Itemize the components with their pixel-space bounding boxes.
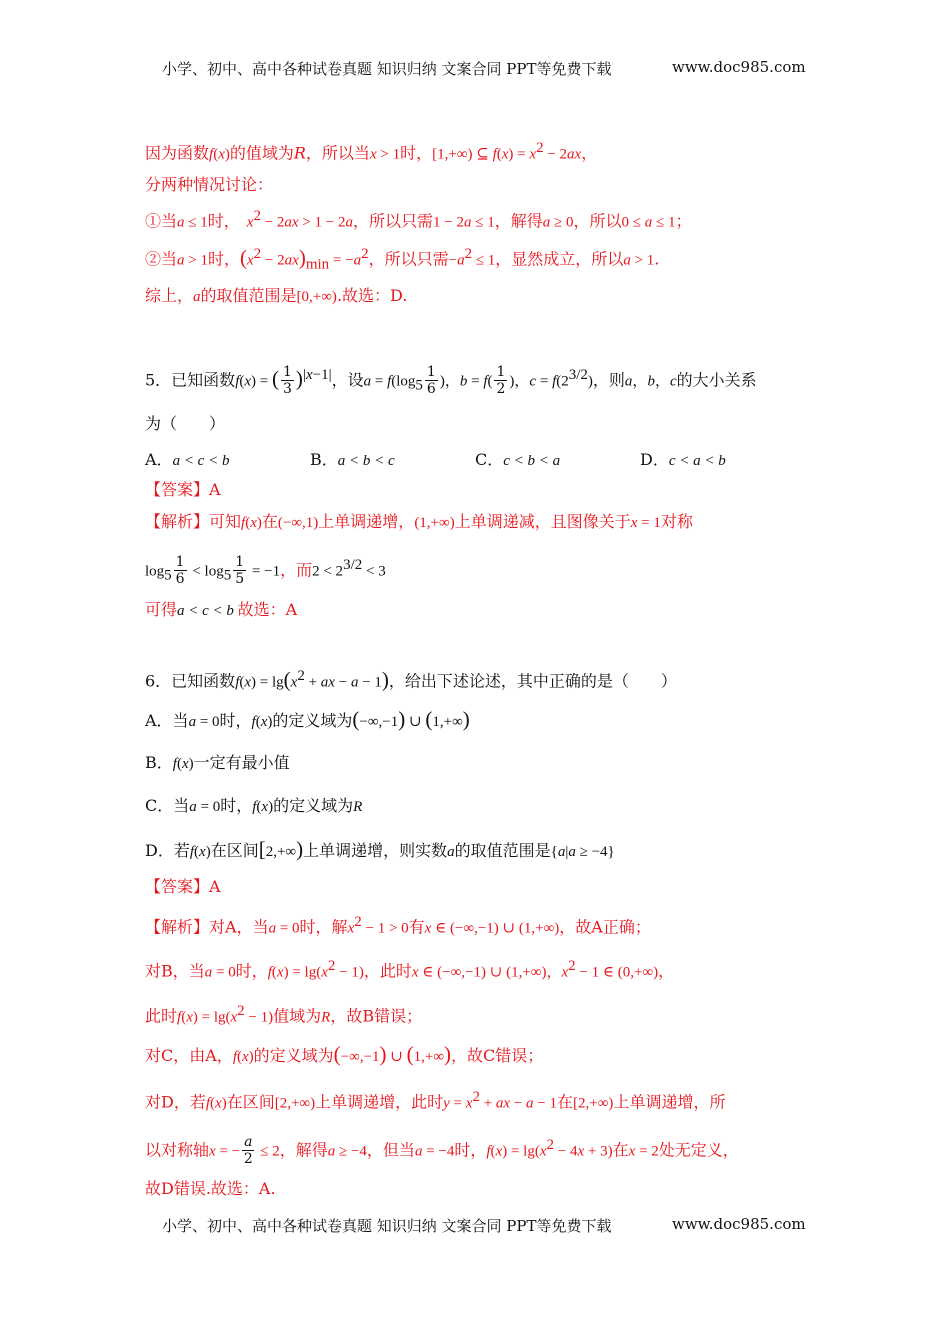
- q6-analysis-2: 对B，当a = 0时，$f(x) = \lg(x^2 - 1)$，此时x ∈ (−∞,−1) ∪ (1,+∞)，$x^2 - 1$ ∈ (0,+∞)，: [145, 958, 675, 981]
- q5-option-d[interactable]: D．c < a < b: [640, 450, 726, 469]
- prev-line-3: ①当a ≤ 1时， $x^2 - 2ax > 1 - 2a$，所以只需1 − 2a ≤ 1，解得a ≥ 0，所以0 ≤ a ≤ 1；: [145, 208, 692, 231]
- page-footer: [162, 1215, 806, 1236]
- q5-analysis-1: 【解析】可知f(x)在(−∞,1)上单调递增，(1,+∞)上单调递减，且图像关于x = 1对称: [145, 512, 693, 531]
- q6-option-b[interactable]: B．f(x)一定有最小值: [145, 753, 290, 772]
- q6-analysis-6: 以对称轴x = − $\frac{a}{2}$ ≤ 2，解得a ≥ −4，但当a = −4时，$f(x) = \lg(x^2 - 4x + 3)$在x = 2处无定义，: [145, 1134, 739, 1168]
- prev-line-5: 综上，a的取值范围是[0,+∞).故选：D.: [145, 286, 408, 305]
- q6-analysis-1: 【解析】对A，当a = 0时，解$x^2 - 1 > 0$有x ∈ (−∞,−1) ∪ (1,+∞)，故A正确；: [145, 914, 651, 937]
- q6-analysis-5: 对D，若f(x)在区间[2,+∞)上单调递增，此时$y = x^2$ + ax − a − 1在[2,+∞)上单调递增，所: [145, 1089, 726, 1112]
- q5-stem: 5．已知函数f(x) = ( $\frac{1}{3}$ )$^{|x-1|}$，设$a = f(\log_5$ $\frac{1}{6}$ )，b = f( $\frac{1}{2}$ )，$c = f(2^{3/2})$，则a，b，c的大小关系: [145, 364, 757, 398]
- q5-option-b[interactable]: B．a < b < c: [310, 450, 395, 469]
- q6-option-c[interactable]: C．当a = 0时，f(x)的定义域为R: [145, 796, 363, 815]
- q6-analysis-3: 此时$f(x) = \lg(x^2 - 1)$值域为R，故B错误；: [145, 1003, 423, 1026]
- q5-answer: 【答案】A: [145, 480, 221, 499]
- q6-stem: 6．已知函数$f(x) = \lg(x^2$ + ax − a − 1)，给出下述论述，其中正确的是（ ）: [145, 667, 677, 692]
- page-header: [162, 58, 806, 79]
- prev-line-1: 因为函数f(x)的值域为R，所以当x > 1时，[1,+∞) ⊆ $f(x) = x^2 - 2ax$，: [145, 140, 598, 163]
- q5-option-c[interactable]: C．c < b < a: [475, 450, 561, 469]
- header-text: 小学、初中、高中各种试卷真题 知识归纳 文案合同 PPT等免费下载: [162, 60, 612, 78]
- q5-option-a[interactable]: A．a < c < b: [145, 450, 230, 469]
- q6-option-a[interactable]: A．当a = 0时，f(x)的定义域为(−∞,−1) ∪ (1,+∞): [145, 707, 470, 731]
- q6-analysis-4: 对C，由A，f(x)的定义域为(−∞,−1) ∪ (1,+∞)，故C错误；: [145, 1042, 544, 1066]
- q6-answer: 【答案】A: [145, 877, 221, 896]
- q5-stem-2: 为（ ）: [145, 414, 226, 433]
- q5-analysis-2: $\log_5$ $\frac{1}{6}$ < $\log_5$ $\frac{1}{5}$ = −1，而$2 < 2^{3/2} < 3$: [145, 554, 386, 588]
- footer-text: 小学、初中、高中各种试卷真题 知识归纳 文案合同 PPT等免费下载: [162, 1217, 612, 1235]
- q5-analysis-3: 可得a < c < b 故选：A: [145, 600, 298, 619]
- q6-option-d[interactable]: D．若f(x)在区间[2,+∞)上单调递增，则实数a的取值范围是{a|a ≥ −4}: [145, 837, 615, 861]
- footer-url[interactable]: www.doc985.com: [672, 1215, 806, 1233]
- q6-analysis-7: 故D错误.故选：A.: [145, 1179, 276, 1198]
- prev-line-2: 分两种情况讨论：: [145, 175, 274, 194]
- header-url[interactable]: www.doc985.com: [672, 58, 806, 76]
- prev-line-4: ②当a > 1时，$(x^2 - 2ax)_{min} = -a^2$，所以只需$-a^2 \le 1$，显然成立，所以a > 1.: [145, 245, 660, 273]
